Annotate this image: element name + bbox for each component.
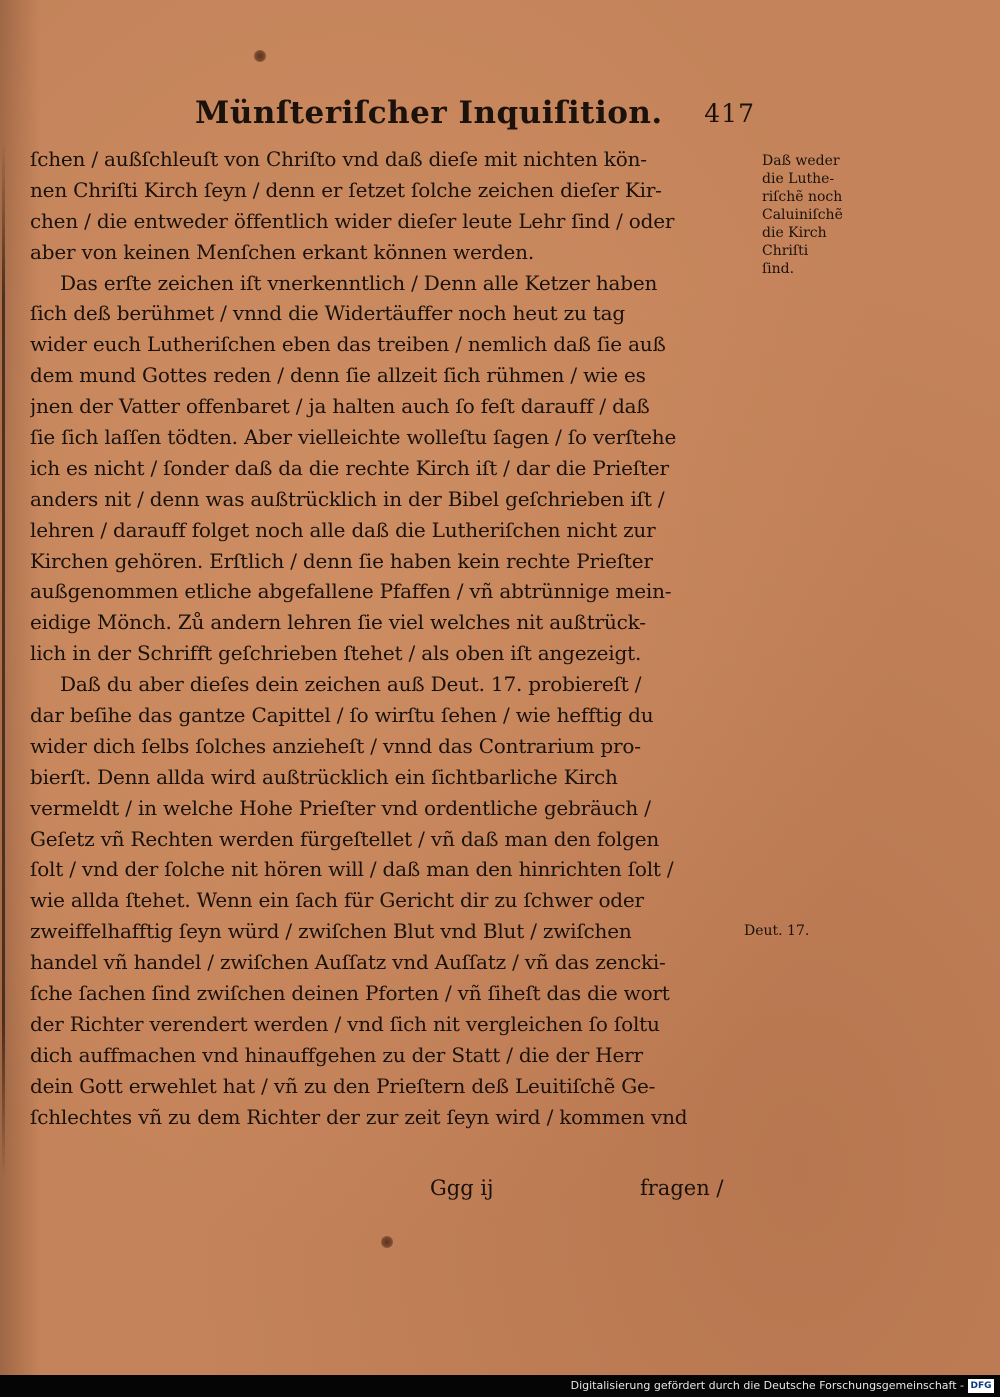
digitization-notice: Digitalisierung gefördert durch die Deutsche Forschungsgemeinschaft - bbox=[570, 1379, 964, 1392]
text-line: ſchen / außſchleuſt von Chriſto vnd daß dieſe mit nichten kön- bbox=[30, 147, 647, 171]
text-line: bierſt. Denn allda wird außtrücklich ein ſichtbarliche Kirch bbox=[30, 764, 618, 789]
text-line: lich in der Schrifft geſchrieben ſtehet / als oben iſt angezeigt. bbox=[30, 641, 642, 666]
running-title: Münſteriſcher Inquiſition. bbox=[195, 95, 663, 131]
text-line: chen / die entweder öffentlich wider dieſer leute Lehr ſind / oder bbox=[30, 208, 675, 233]
text-line: außgenommen etliche abgefallene Pfaffen / vñ abtrünnige mein- bbox=[30, 579, 672, 604]
text-line: dich auffmachen vnd hinauffgehen zu der Statt / die der Herr bbox=[30, 1042, 643, 1067]
page-header bbox=[195, 95, 765, 143]
text-line: lehren / darauff folget noch alle daß die Lutheriſchen nicht zur bbox=[30, 517, 656, 542]
text-line: anders nit / denn was außtrücklich in der Bibel geſchrieben iſt / bbox=[30, 486, 665, 511]
text-line: Kirchen gehören. Erſtlich / denn ſie haben kein rechte Prieſter bbox=[30, 548, 653, 573]
page-footer bbox=[30, 1176, 760, 1210]
marginal-note-line: Caluiniſchẽ bbox=[762, 207, 843, 223]
text-line: nen Chriſti Kirch ſeyn / denn er ſetzet ſolche zeichen dieſer Kir- bbox=[30, 177, 662, 202]
marginal-note-line: die Luthe- bbox=[762, 171, 835, 187]
signature-mark: Ggg ij bbox=[430, 1176, 494, 1200]
text-line: eidige Mönch. Zů andern lehren ſie viel welches nit außtrück- bbox=[30, 610, 646, 635]
text-line: zweiffelhafftig ſeyn würd / zwiſchen Blut vnd Blut / zwiſchen bbox=[30, 919, 632, 944]
text-line: handel vñ handel / zwiſchen Auſſatz vnd Auſſatz / vñ das zencki- bbox=[30, 950, 666, 975]
marginal-note bbox=[762, 152, 843, 278]
marginal-note-line: riſchẽ noch bbox=[762, 189, 843, 205]
text-line: der Richter verendert werden / vnd ſich nit vergleichen ſo ſoltu bbox=[30, 1011, 660, 1036]
text-line: dem mund Gottes reden / denn ſie allzeit ſich rühmen / wie es bbox=[30, 363, 646, 388]
catchword: fragen / bbox=[640, 1176, 724, 1200]
marginal-note-line: ſind. bbox=[762, 261, 795, 277]
marginal-reference: Deut. 17. bbox=[744, 923, 810, 939]
text-line: aber von keinen Menſchen erkant können werden. bbox=[30, 239, 535, 264]
text-line: ſich deß berühmet / vnnd die Widertäuffer noch heut zu tag bbox=[30, 301, 625, 326]
text-line: wider euch Lutheriſchen eben das treiben / nemlich daß ſie auß bbox=[30, 332, 666, 357]
text-line: jnen der Vatter offenbaret / ja halten auch ſo feſt darauff / daß bbox=[30, 394, 650, 419]
marginal-note-line: die Kirch bbox=[762, 225, 827, 241]
text-line: dein Gott erwehlet hat / vñ zu den Prieſtern deß Leuitiſchẽ Ge- bbox=[30, 1073, 656, 1098]
marginal-note-line: Daß weder bbox=[762, 153, 840, 169]
marginal-note-line: Chriſti bbox=[762, 243, 809, 259]
text-line: Geſetz vñ Rechten werden fürgeſtellet / vñ daß man den folgen bbox=[30, 826, 660, 851]
text-line: ſie ſich laſſen tödten. Aber vielleichte wolleſtu ſagen / ſo verſtehe bbox=[30, 425, 677, 450]
text-line: wie allda ſtehet. Wenn ein ſach für Gericht dir zu ſchwer oder bbox=[30, 888, 644, 913]
text-line: ſche ſachen ſind zwiſchen deinen Pforten / vñ ſiheſt das die wort bbox=[30, 981, 670, 1006]
text-line: Daß du aber dieſes dein zeichen auß Deut. 17. probiereſt / bbox=[60, 672, 642, 697]
worm-hole-bottom bbox=[381, 1236, 393, 1248]
text-line: wider dich ſelbs ſolches anzieheſt / vnnd das Contrarium pro- bbox=[30, 733, 641, 758]
worm-hole-top bbox=[254, 50, 266, 62]
text-line: vermeldt / in welche Hohe Prieſter vnd ordentliche gebräuch / bbox=[30, 795, 651, 820]
text-line: ſchlechtes vñ zu dem Richter der zur zeit ſeyn wird / kommen vnd bbox=[30, 1104, 688, 1129]
digitization-bar bbox=[0, 1375, 1000, 1397]
dfg-logo: DFG bbox=[968, 1379, 994, 1393]
text-line: dar beſihe das gantze Capittel / ſo wirſtu ſehen / wie hefftig du bbox=[30, 703, 654, 728]
gutter-shadow bbox=[2, 140, 5, 1180]
text-line: ich es nicht / ſonder daß da die rechte Kirch iſt / dar die Prieſter bbox=[30, 455, 669, 480]
page-number: 417 bbox=[704, 99, 755, 128]
body-text bbox=[30, 144, 760, 1133]
text-line: Das erſte zeichen iſt vnerkenntlich / Denn alle Ketzer haben bbox=[60, 270, 658, 295]
text-line: ſolt / vnd der ſolche nit hören will / daß man den hinrichten ſolt / bbox=[30, 857, 674, 882]
